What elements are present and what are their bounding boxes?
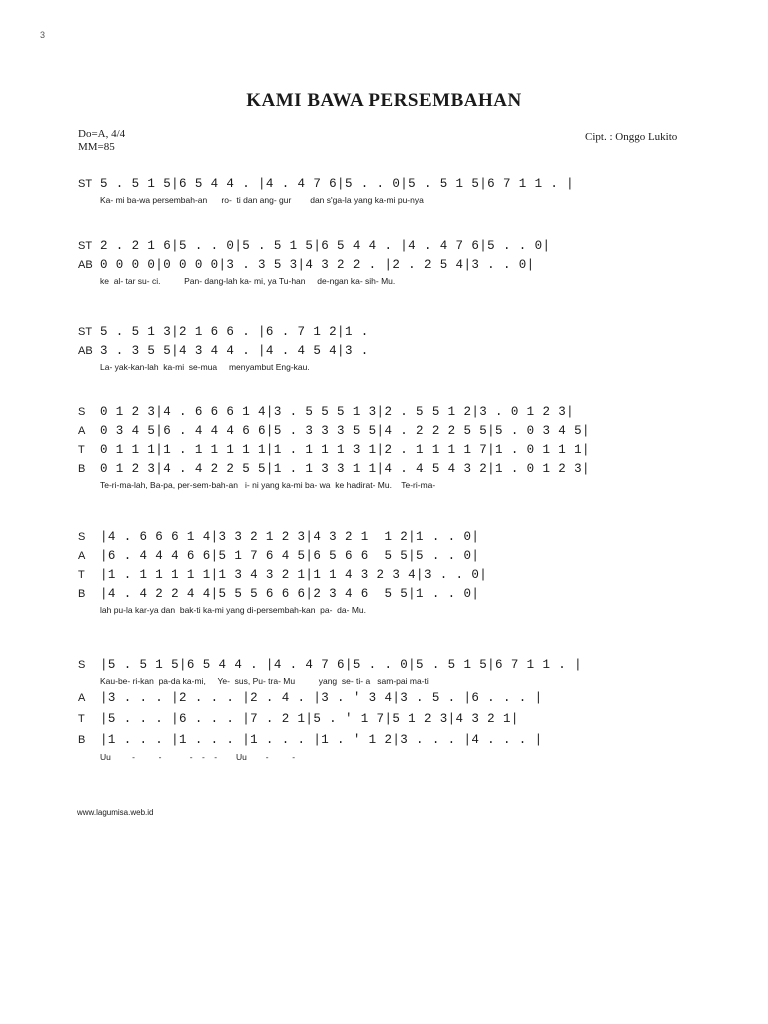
music-system-5 (78, 527, 618, 617)
lyric-line: Ka- mi ba-wa persembah-an ro- ti dan ang- gur dan s'ga-la yang ka-mi pu-nya (100, 195, 424, 205)
part-row-s (78, 654, 618, 675)
notation-line: |6 . 4 4 4 6 6|5 1 7 6 4 5|6 5 6 6 5 5|5 . . 0| (100, 548, 480, 563)
part-label: T (78, 712, 85, 725)
music-system-4 (78, 402, 618, 492)
part-row-a (78, 546, 618, 565)
notation-line: |4 . 6 6 6 1 4|3 3 2 1 2 3|4 3 2 1 1 2|1 . . 0| (100, 529, 480, 544)
notation-line: |1 . . . |1 . . . |1 . . . |1 . ' 1 2|3 . . . |4 . . . | (100, 732, 543, 747)
notation-line: |4 . 4 2 2 4 4|5 5 5 6 6 6|2 3 4 6 5 5|1 . . 0| (100, 586, 480, 601)
part-label: A (78, 691, 86, 704)
song-title: KAMI BAWA PERSEMBAHAN (246, 90, 522, 111)
source-url: www.lagumisa.web.id (77, 808, 154, 817)
lyric-line: lah pu-la kar-ya dan bak-ti ka-mi yang di-persembah-kan pa- da- Mu. (100, 605, 366, 615)
notation-line: |5 . 5 1 5|6 5 4 4 . |4 . 4 7 6|5 . . 0|5 . 5 1 5|6 7 1 1 . | (100, 657, 582, 672)
music-system-2 (78, 236, 618, 288)
notation-line: 2 . 2 1 6|5 . . 0|5 . 5 1 5|6 5 4 4 . |4 . 4 7 6|5 . . 0| (100, 238, 551, 253)
tempo-marking: MM=85 (78, 141, 115, 153)
notation-line: |1 . 1 1 1 1 1|1 3 4 3 2 1|1 1 4 3 2 3 4|3 . . 0| (100, 567, 488, 582)
key-signature: Do=A, 4/4 (78, 128, 126, 140)
part-row-b (78, 584, 618, 603)
part-row-st (78, 322, 618, 341)
notation-line: 0 1 2 3|4 . 4 2 2 5 5|1 . 1 3 3 1 1|4 . 4 5 4 3 2|1 . 0 1 2 3| (100, 461, 590, 476)
part-row-ab (78, 255, 618, 274)
part-label: S (78, 530, 86, 543)
part-label: B (78, 462, 86, 475)
part-label: S (78, 658, 86, 671)
notation-line: 0 1 1 1|1 . 1 1 1 1 1|1 . 1 1 1 3 1|2 . 1 1 1 1 7|1 . 0 1 1 1| (100, 442, 590, 457)
music-system-1 (78, 174, 618, 207)
part-label: AB (78, 344, 93, 357)
notation-line: 0 0 0 0|0 0 0 0|3 . 3 5 3|4 3 2 2 . |2 . 2 5 4|3 . . 0| (100, 257, 535, 272)
composer-credit: Cipt. : Onggo Lukito (585, 131, 678, 143)
part-row-b (78, 729, 618, 750)
lyric-line: Uu - - - - - Uu - - (100, 752, 296, 762)
notation-line: 5 . 5 1 5|6 5 4 4 . |4 . 4 7 6|5 . . 0|5 . 5 1 5|6 7 1 1 . | (100, 176, 575, 191)
part-row-t (78, 565, 618, 584)
lyric-line-soprano: Kau-be- ri-kan pa-da ka-mi, Ye- sus, Pu- tra- Mu yang se- ti- a sam-pai ma-ti (100, 676, 429, 686)
part-label: A (78, 549, 86, 562)
part-label: ST (78, 177, 93, 190)
notation-line: |3 . . . |2 . . . |2 . 4 . |3 . ' 3 4|3 . 5 . |6 . . . | (100, 690, 543, 705)
music-system-3 (78, 322, 618, 374)
part-label: B (78, 587, 86, 600)
part-row-t (78, 708, 618, 729)
lyric-line: La- yak-kan-lah ka-mi se-mua menyambut Eng-kau. (100, 362, 310, 372)
lyric-line: ke al- tar su- ci. Pan- dang-lah ka- mi, ya Tu-han de-ngan ka- sih- Mu. (100, 276, 396, 286)
corner-mark: 3 (40, 30, 46, 40)
notation-line: 5 . 5 1 3|2 1 6 6 . |6 . 7 1 2|1 . (100, 324, 377, 339)
part-label: A (78, 424, 86, 437)
part-label: ST (78, 239, 93, 252)
part-row-t (78, 440, 618, 459)
notation-line: 0 3 4 5|6 . 4 4 4 6 6|5 . 3 3 3 5 5|4 . 2 2 2 5 5|5 . 0 3 4 5| (100, 423, 590, 438)
music-system-6 (78, 654, 618, 764)
part-row-st (78, 174, 618, 193)
part-row-b (78, 459, 618, 478)
part-row-ab (78, 341, 618, 360)
part-label: T (78, 443, 85, 456)
part-row-s (78, 527, 618, 546)
part-row-s (78, 402, 618, 421)
part-row-st (78, 236, 618, 255)
notation-line: 3 . 3 5 5|4 3 4 4 . |4 . 4 5 4|3 . (100, 343, 377, 358)
part-label: ST (78, 325, 93, 338)
part-label: S (78, 405, 86, 418)
part-row-a (78, 687, 618, 708)
notation-line: 0 1 2 3|4 . 6 6 6 1 4|3 . 5 5 5 1 3|2 . 5 5 1 2|3 . 0 1 2 3| (100, 404, 575, 419)
notation-line: |5 . . . |6 . . . |7 . 2 1|5 . ' 1 7|5 1 2 3|4 3 2 1| (100, 711, 519, 726)
part-label: B (78, 733, 86, 746)
part-label: T (78, 568, 85, 581)
part-label: AB (78, 258, 93, 271)
lyric-line: Te-ri-ma-lah, Ba-pa, per-sem-bah-an i- ni yang ka-mi ba- wa ke hadirat- Mu. Te-ri-ma- (100, 480, 436, 490)
part-row-a (78, 421, 618, 440)
